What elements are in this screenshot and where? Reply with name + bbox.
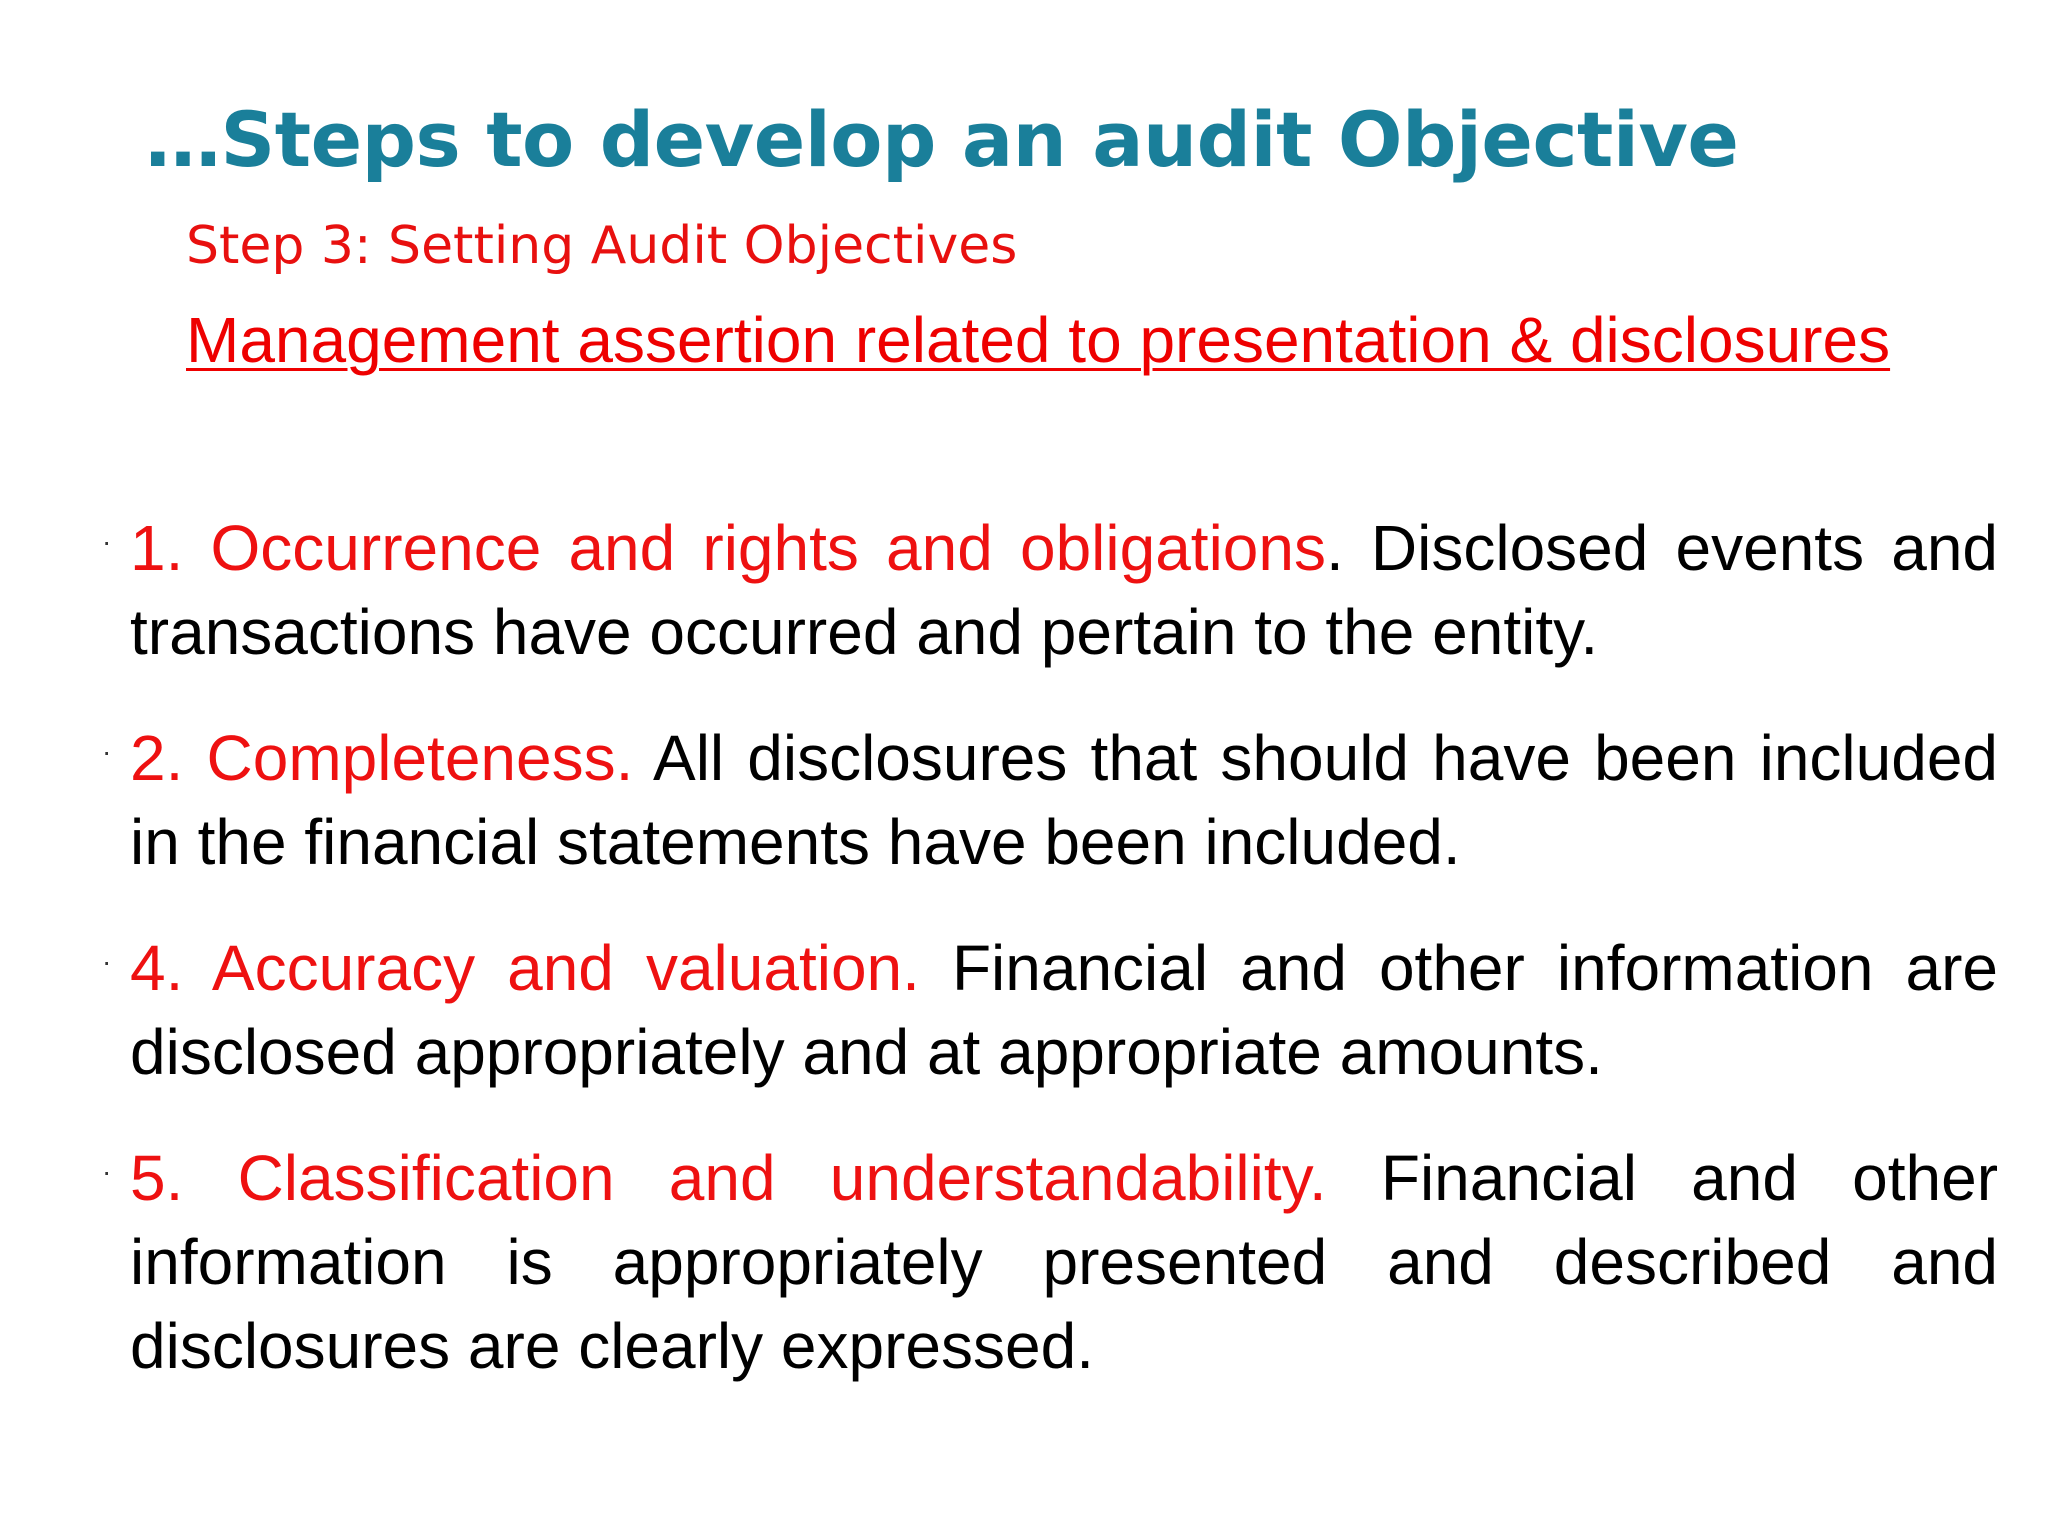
bullet-icon: · — [102, 526, 112, 557]
slide-title: …Steps to develop an audit Objective — [145, 95, 1739, 184]
slide-subtitle: Step 3: Setting Audit Objectives — [186, 216, 1018, 276]
assertion-description: Financial and other information are disclosed appropriately and at appropriate amounts. — [130, 932, 1999, 1088]
section-heading: Management assertion related to presentation & disclosures — [186, 304, 1891, 376]
assertion-list — [102, 506, 1999, 1430]
assertion-term: 1. Occurrence and rights and obligations — [130, 512, 1326, 584]
assertion-term: 4. Accuracy and valuation. — [130, 932, 920, 1004]
list-item — [102, 926, 1999, 1094]
list-item — [102, 716, 1998, 884]
assertion-description: . Disclosed events and transactions have occurred and pertain to the entity. — [130, 512, 1999, 668]
list-item — [102, 506, 1999, 674]
assertion-term: 5. Classification and understandability. — [130, 1142, 1327, 1214]
list-item — [102, 1136, 1998, 1388]
bullet-icon: · — [102, 1156, 112, 1187]
assertion-description: All disclosures that should have been included in the financial statements have been included. — [130, 722, 1998, 878]
bullet-icon: · — [102, 946, 112, 977]
assertion-term: 2. Completeness. — [130, 722, 634, 794]
bullet-icon: · — [102, 736, 112, 767]
assertion-description: Financial and other information is appropriately presented and described and disclosures are clearly expressed. — [130, 1142, 1998, 1382]
